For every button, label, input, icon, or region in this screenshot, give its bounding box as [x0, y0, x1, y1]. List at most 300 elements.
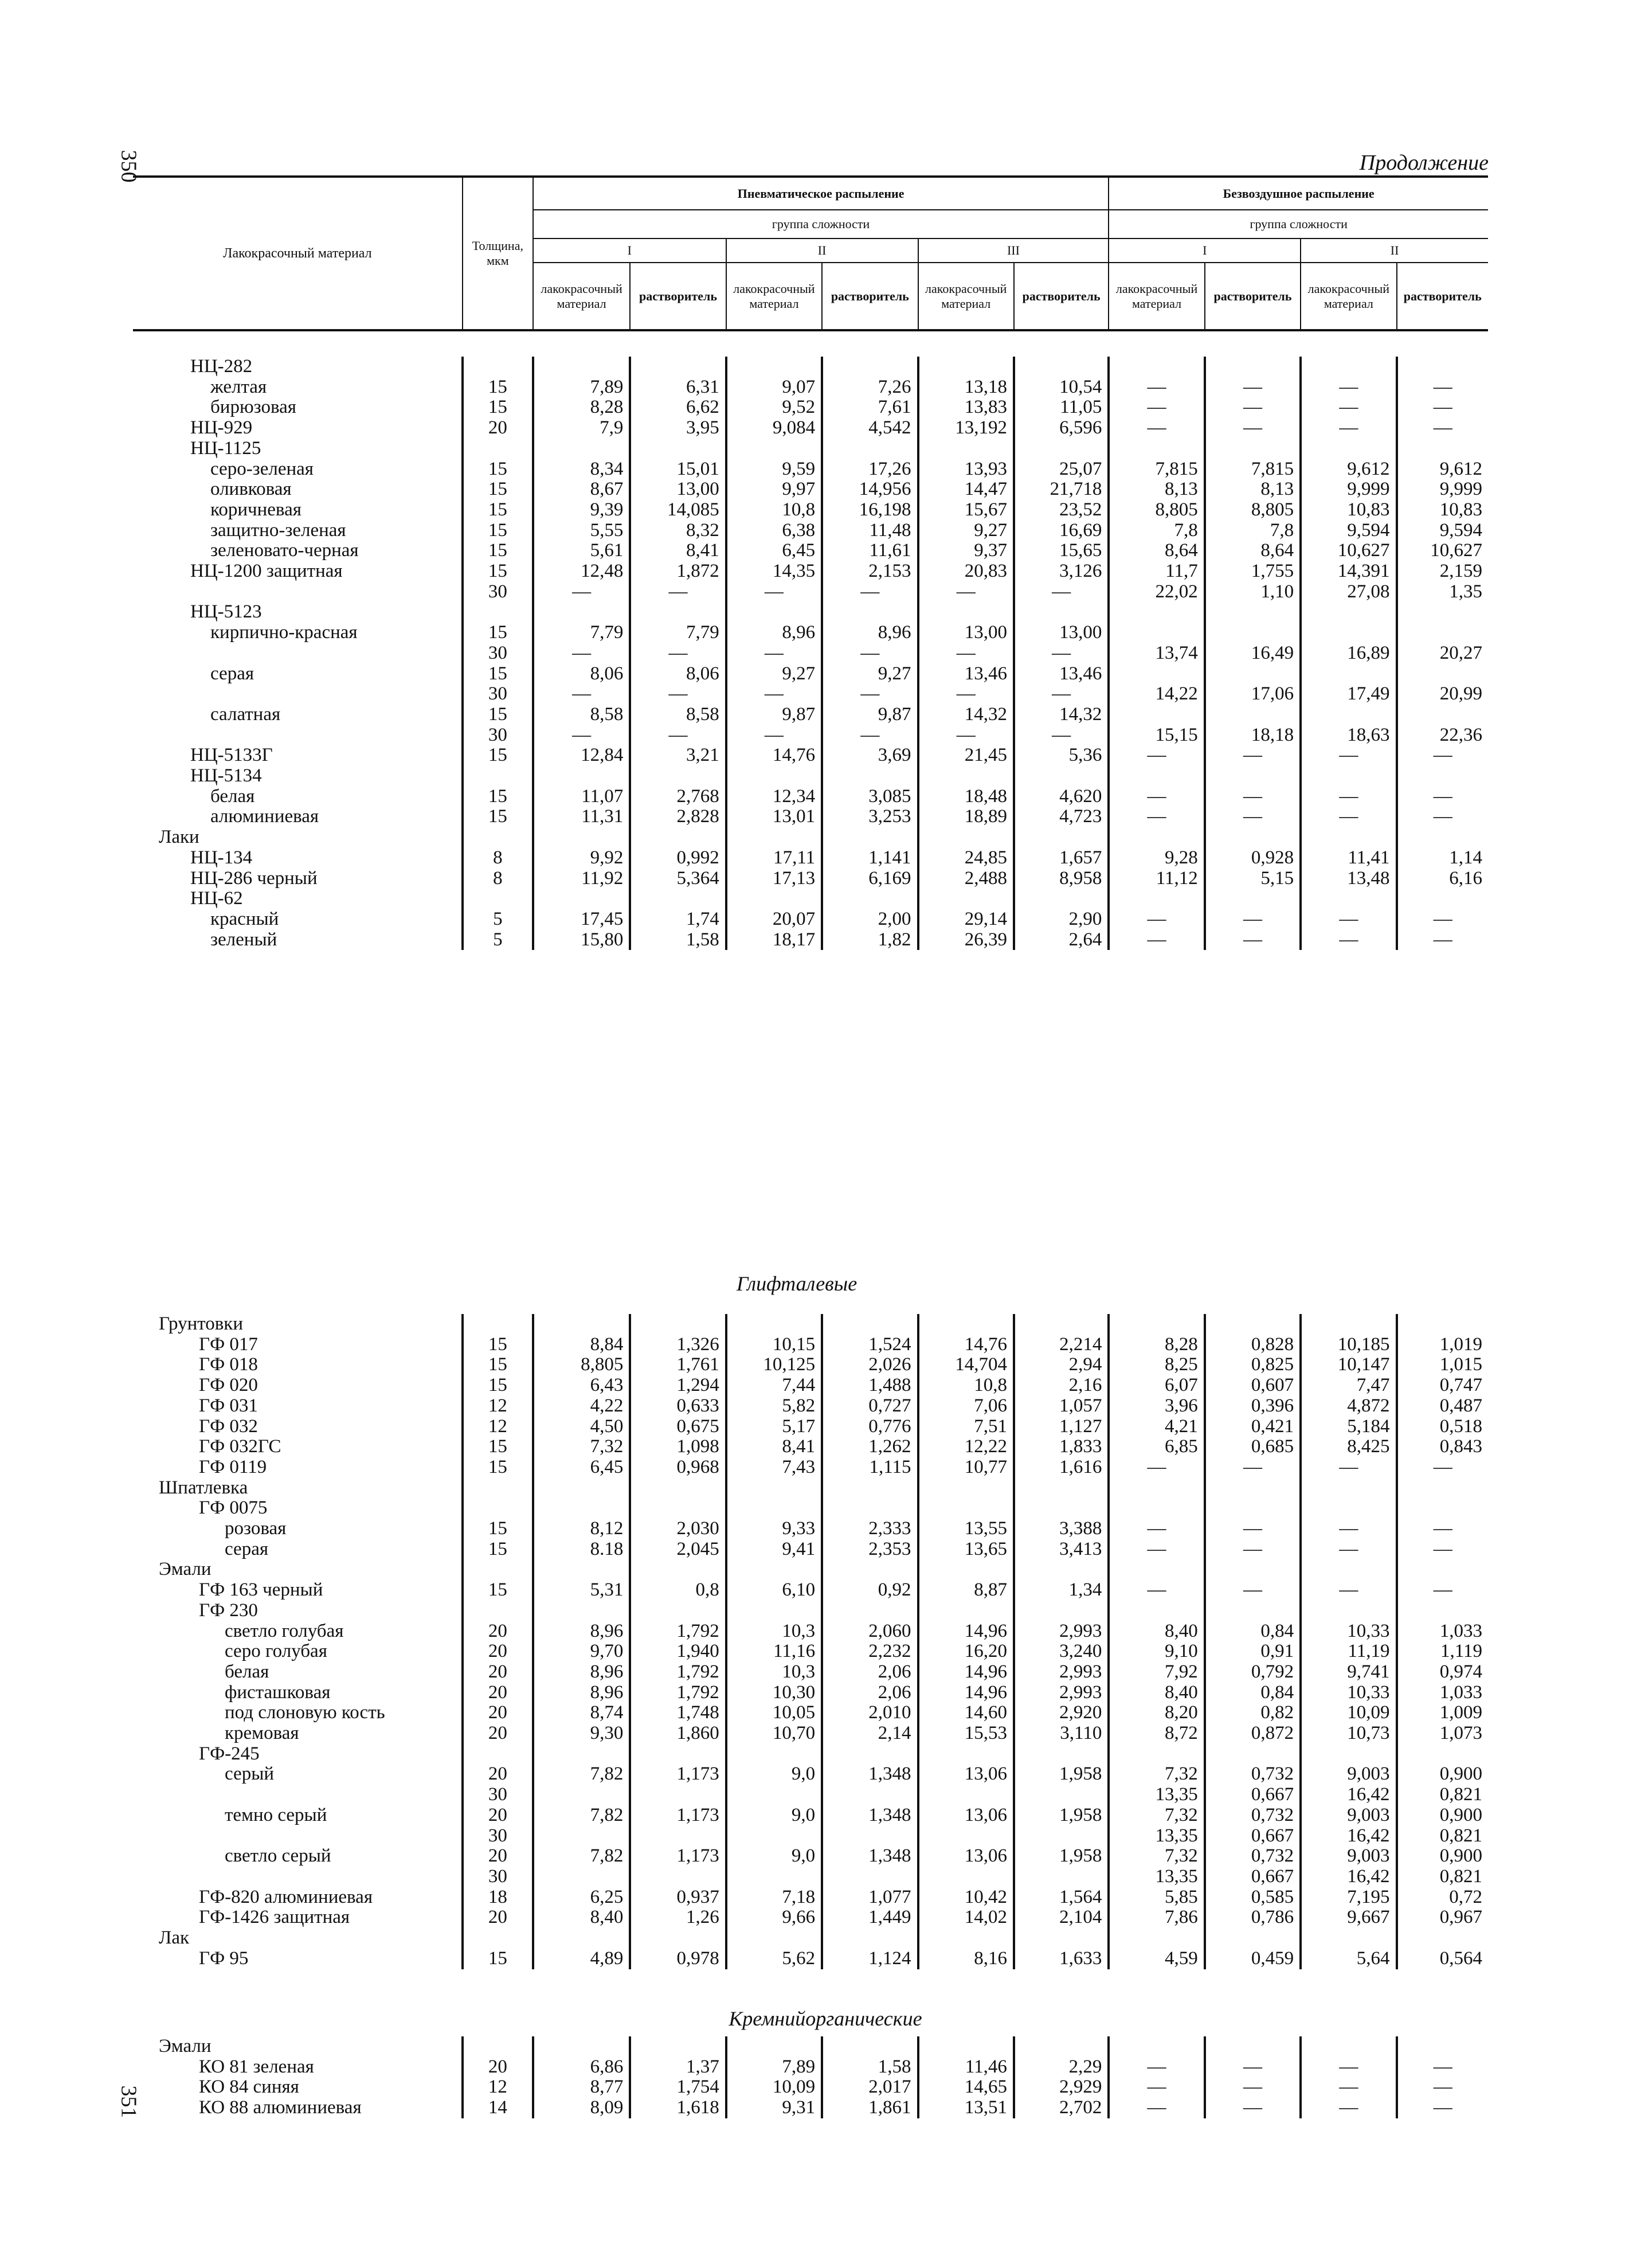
- value-cell: 16,89: [1301, 643, 1396, 664]
- table-row: [133, 1396, 1488, 1417]
- table-row: [133, 1846, 1488, 1867]
- value-cell: 5,15: [1205, 869, 1301, 889]
- value-cell: 8,58: [533, 705, 630, 725]
- value-cell: 7,86: [1109, 1907, 1204, 1928]
- value-cell: 6,10: [726, 1580, 822, 1601]
- value-cell: 13,192: [918, 418, 1014, 439]
- value-cell: 3,95: [630, 418, 726, 439]
- thickness-cell: 15: [463, 561, 533, 582]
- value-cell: 7,32: [1109, 1805, 1204, 1826]
- value-cell: 9,741: [1301, 1662, 1396, 1683]
- value-cell: 1,792: [630, 1621, 726, 1642]
- value-cell: 9,0: [726, 1764, 822, 1785]
- value-cell: [726, 889, 822, 909]
- value-cell: —: [918, 582, 1014, 603]
- value-cell: —: [1397, 1457, 1488, 1478]
- value-cell: 17,45: [533, 909, 630, 930]
- value-cell: 0,792: [1205, 1662, 1301, 1683]
- value-cell: [1301, 357, 1396, 377]
- value-cell: 7,79: [533, 623, 630, 643]
- value-cell: [726, 1478, 822, 1499]
- value-cell: 18,17: [726, 930, 822, 951]
- value-cell: 8,58: [630, 705, 726, 725]
- table-row: [133, 459, 1488, 480]
- value-cell: [918, 1478, 1014, 1499]
- value-cell: [533, 602, 630, 623]
- material-name: [133, 1785, 463, 1805]
- table-row: [133, 807, 1488, 827]
- value-cell: [1397, 1601, 1488, 1621]
- page-number-bottom: 351: [116, 2085, 141, 2118]
- value-cell: 9,0: [726, 1805, 822, 1826]
- value-cell: 5,62: [726, 1949, 822, 1969]
- value-cell: [1109, 357, 1204, 377]
- value-cell: [918, 889, 1014, 909]
- value-cell: [918, 1867, 1014, 1887]
- value-cell: 0,667: [1205, 1785, 1301, 1805]
- value-cell: —: [822, 684, 918, 705]
- thickness-cell: 30: [463, 725, 533, 746]
- value-cell: —: [1397, 1519, 1488, 1539]
- value-cell: 3,388: [1014, 1519, 1109, 1539]
- value-cell: 8,06: [630, 664, 726, 685]
- thickness-cell: 20: [463, 2057, 533, 2078]
- value-cell: —: [1205, 807, 1301, 827]
- value-cell: 7,47: [1301, 1375, 1396, 1396]
- value-cell: [1301, 1478, 1396, 1499]
- value-cell: [1397, 766, 1488, 787]
- material-name: НЦ-1200 защитная: [190, 561, 343, 582]
- material-name: КО 81 зеленая: [199, 2056, 314, 2077]
- value-cell: 8,28: [533, 397, 630, 418]
- value-cell: 21,718: [1014, 479, 1109, 500]
- value-cell: 2,232: [822, 1641, 918, 1662]
- value-cell: 0,564: [1397, 1949, 1488, 1969]
- thickness-cell: 14: [463, 2098, 533, 2118]
- value-cell: 6,169: [822, 869, 918, 889]
- value-cell: 9,612: [1301, 459, 1396, 480]
- thickness-cell: 15: [463, 745, 533, 766]
- page-number-top: 350: [116, 150, 141, 183]
- value-cell: 13,18: [918, 377, 1014, 398]
- value-cell: —: [1301, 745, 1396, 766]
- value-cell: 13,06: [918, 1846, 1014, 1867]
- value-cell: —: [1109, 418, 1204, 439]
- value-cell: 15,53: [918, 1723, 1014, 1744]
- value-cell: 9,97: [726, 479, 822, 500]
- value-cell: 9,07: [726, 377, 822, 398]
- value-cell: [1301, 623, 1396, 643]
- value-cell: 14,96: [918, 1662, 1014, 1683]
- thickness-cell: 15: [463, 500, 533, 521]
- thickness-cell: 30: [463, 582, 533, 603]
- table-row: [133, 1478, 1488, 1499]
- value-cell: 8,96: [533, 1662, 630, 1683]
- value-cell: 0,821: [1397, 1826, 1488, 1847]
- value-cell: 11,41: [1301, 848, 1396, 869]
- thickness-cell: 30: [463, 684, 533, 705]
- value-cell: [533, 357, 630, 377]
- table-row: [133, 1662, 1488, 1683]
- value-cell: 0,732: [1205, 1805, 1301, 1826]
- value-cell: [1109, 705, 1204, 725]
- value-cell: 9,003: [1301, 1846, 1396, 1867]
- value-cell: [533, 889, 630, 909]
- value-cell: [1397, 1314, 1488, 1335]
- value-cell: 7,26: [822, 377, 918, 398]
- header-solvent: растворитель: [1014, 263, 1109, 330]
- value-cell: [918, 1559, 1014, 1580]
- value-cell: 13,93: [918, 459, 1014, 480]
- value-cell: [1397, 602, 1488, 623]
- value-cell: —: [1301, 1580, 1396, 1601]
- value-cell: [918, 602, 1014, 623]
- value-cell: 2,017: [822, 2077, 918, 2098]
- value-cell: 1,009: [1397, 1703, 1488, 1723]
- value-cell: 8,74: [533, 1703, 630, 1723]
- table-row: [133, 643, 1488, 664]
- value-cell: —: [726, 582, 822, 603]
- value-cell: —: [918, 725, 1014, 746]
- material-name: [133, 1867, 463, 1887]
- value-cell: 11,05: [1014, 397, 1109, 418]
- value-cell: 0,685: [1205, 1437, 1301, 1457]
- table-row: [133, 1559, 1488, 1580]
- value-cell: 10,185: [1301, 1335, 1396, 1355]
- value-cell: 1,488: [822, 1375, 918, 1396]
- material-name: оливковая: [210, 479, 292, 500]
- value-cell: 9,084: [726, 418, 822, 439]
- value-cell: 1,860: [630, 1723, 726, 1744]
- value-cell: 7,18: [726, 1887, 822, 1908]
- value-cell: [1205, 889, 1301, 909]
- value-cell: 9,87: [822, 705, 918, 725]
- value-cell: 0,585: [1205, 1887, 1301, 1908]
- thickness-cell: 15: [463, 705, 533, 725]
- value-cell: [630, 439, 726, 459]
- value-cell: [1205, 357, 1301, 377]
- value-cell: 7,815: [1109, 459, 1204, 480]
- value-cell: [1397, 889, 1488, 909]
- value-cell: [726, 1867, 822, 1887]
- value-cell: 8,40: [533, 1907, 630, 1928]
- table-row: [133, 1580, 1488, 1601]
- value-cell: —: [1109, 2057, 1204, 2078]
- value-cell: 14,22: [1109, 684, 1204, 705]
- value-cell: —: [1205, 2057, 1301, 2078]
- value-cell: [822, 1785, 918, 1805]
- value-cell: [630, 602, 726, 623]
- thickness-cell: 15: [463, 1457, 533, 1478]
- table-row: [133, 1703, 1488, 1723]
- value-cell: [918, 1928, 1014, 1949]
- value-cell: 8,40: [1109, 1683, 1204, 1703]
- value-cell: [1397, 623, 1488, 643]
- value-cell: 0,633: [630, 1396, 726, 1417]
- value-cell: —: [1397, 909, 1488, 930]
- value-cell: 11,16: [726, 1641, 822, 1662]
- value-cell: 15,01: [630, 459, 726, 480]
- value-cell: —: [1397, 745, 1488, 766]
- header-material: Лакокрасочный материал: [133, 177, 463, 330]
- thickness-cell: 20: [463, 1641, 533, 1662]
- table-row: [133, 2036, 1488, 2057]
- value-cell: 14,96: [918, 1621, 1014, 1642]
- thickness-cell: 15: [463, 807, 533, 827]
- value-cell: [726, 766, 822, 787]
- value-cell: 2,159: [1397, 561, 1488, 582]
- value-cell: 20,27: [1397, 643, 1488, 664]
- value-cell: —: [1301, 2077, 1396, 2098]
- value-cell: 0,843: [1397, 1437, 1488, 1457]
- value-cell: [1301, 439, 1396, 459]
- value-cell: 17,06: [1205, 684, 1301, 705]
- value-cell: 14,35: [726, 561, 822, 582]
- value-cell: 0,821: [1397, 1785, 1488, 1805]
- header-solvent: растворитель: [1397, 263, 1488, 330]
- value-cell: 13,46: [918, 664, 1014, 685]
- material-name: серая: [210, 663, 254, 684]
- header-group-3: III: [918, 238, 1109, 263]
- material-name: ГФ 031: [199, 1395, 258, 1416]
- value-cell: 1,124: [822, 1949, 918, 1969]
- value-cell: 10,30: [726, 1683, 822, 1703]
- material-name: салатная: [210, 703, 281, 725]
- value-cell: [1397, 357, 1488, 377]
- value-cell: 13,00: [630, 479, 726, 500]
- thickness-cell: [463, 1744, 533, 1765]
- value-cell: [630, 1867, 726, 1887]
- value-cell: [918, 439, 1014, 459]
- header-group-1: I: [533, 238, 726, 263]
- value-cell: 0,607: [1205, 1375, 1301, 1396]
- value-cell: —: [630, 582, 726, 603]
- value-cell: 8,12: [533, 1519, 630, 1539]
- material-name: Эмали: [159, 1559, 212, 1580]
- value-cell: 2,993: [1014, 1683, 1109, 1703]
- value-cell: [918, 1826, 1014, 1847]
- value-cell: [533, 1744, 630, 1765]
- table-row: [133, 602, 1488, 623]
- value-cell: —: [1205, 787, 1301, 807]
- table-row: [133, 889, 1488, 909]
- table-row: [133, 500, 1488, 521]
- value-cell: 1,077: [822, 1887, 918, 1908]
- thickness-cell: 15: [463, 787, 533, 807]
- value-cell: —: [1109, 909, 1204, 930]
- value-cell: [918, 2036, 1014, 2057]
- table-row: [133, 1641, 1488, 1662]
- material-name: Лак: [159, 1927, 190, 1949]
- value-cell: 3,413: [1014, 1539, 1109, 1560]
- value-cell: 1,073: [1397, 1723, 1488, 1744]
- material-name: НЦ-134: [190, 847, 253, 868]
- data-table-nc: [133, 357, 1488, 950]
- value-cell: [822, 1744, 918, 1765]
- value-cell: 25,07: [1014, 459, 1109, 480]
- value-cell: [1397, 1744, 1488, 1765]
- table-row: [133, 1867, 1488, 1887]
- value-cell: 9,27: [918, 521, 1014, 541]
- value-cell: —: [1109, 377, 1204, 398]
- value-cell: 5,36: [1014, 745, 1109, 766]
- material-name: НЦ-282: [190, 356, 253, 377]
- value-cell: 8,28: [1109, 1335, 1204, 1355]
- value-cell: 1,633: [1014, 1949, 1109, 1969]
- value-cell: 9,33: [726, 1519, 822, 1539]
- table-row: [133, 1417, 1488, 1437]
- value-cell: 7,32: [1109, 1846, 1204, 1867]
- header-paint: лакокрасочный материал: [1301, 263, 1396, 330]
- value-cell: 9,70: [533, 1641, 630, 1662]
- value-cell: 9,59: [726, 459, 822, 480]
- value-cell: [630, 357, 726, 377]
- thickness-cell: 20: [463, 1846, 533, 1867]
- value-cell: [1014, 1314, 1109, 1335]
- material-name: серо-зеленая: [210, 458, 314, 479]
- table-row: [133, 2098, 1488, 2118]
- value-cell: 9,667: [1301, 1907, 1396, 1928]
- value-cell: [918, 827, 1014, 848]
- value-cell: 4,59: [1109, 1949, 1204, 1969]
- value-cell: [1301, 2036, 1396, 2057]
- value-cell: 4,89: [533, 1949, 630, 1969]
- value-cell: —: [1397, 377, 1488, 398]
- value-cell: [1014, 1559, 1109, 1580]
- value-cell: 26,39: [918, 930, 1014, 951]
- value-cell: 7,195: [1301, 1887, 1396, 1908]
- table-row: [133, 1621, 1488, 1642]
- value-cell: 13,48: [1301, 869, 1396, 889]
- value-cell: 1,940: [630, 1641, 726, 1662]
- value-cell: 8,25: [1109, 1355, 1204, 1375]
- table-row: [133, 684, 1488, 705]
- value-cell: 1,127: [1014, 1417, 1109, 1437]
- material-name: бирюзовая: [210, 397, 296, 418]
- value-cell: 0,968: [630, 1457, 726, 1478]
- value-cell: 0,92: [822, 1580, 918, 1601]
- table-row: [133, 1764, 1488, 1785]
- value-cell: [630, 1559, 726, 1580]
- value-cell: [1205, 1928, 1301, 1949]
- value-cell: 18,48: [918, 787, 1014, 807]
- header-group-pneumatic: группа сложности: [533, 210, 1109, 238]
- value-cell: —: [1109, 2077, 1204, 2098]
- value-cell: 0,974: [1397, 1662, 1488, 1683]
- material-name: кирпично-красная: [210, 622, 358, 643]
- value-cell: [533, 1559, 630, 1580]
- value-cell: 8,13: [1109, 479, 1204, 500]
- value-cell: 10,70: [726, 1723, 822, 1744]
- value-cell: 1,34: [1014, 1580, 1109, 1601]
- thickness-cell: [463, 357, 533, 377]
- value-cell: 2,90: [1014, 909, 1109, 930]
- value-cell: 6,25: [533, 1887, 630, 1908]
- table-row: [133, 869, 1488, 889]
- table-row: [133, 725, 1488, 746]
- thickness-cell: 15: [463, 1335, 533, 1355]
- value-cell: 16,42: [1301, 1785, 1396, 1805]
- value-cell: 14,956: [822, 479, 918, 500]
- table-row: [133, 745, 1488, 766]
- value-cell: 17,49: [1301, 684, 1396, 705]
- thickness-cell: 15: [463, 479, 533, 500]
- value-cell: —: [630, 643, 726, 664]
- value-cell: 8,64: [1109, 541, 1204, 561]
- value-cell: 0,675: [630, 1417, 726, 1437]
- value-cell: [822, 1559, 918, 1580]
- value-cell: 20,07: [726, 909, 822, 930]
- value-cell: —: [1109, 1580, 1204, 1601]
- table-row: [133, 1683, 1488, 1703]
- value-cell: —: [822, 725, 918, 746]
- value-cell: 3,085: [822, 787, 918, 807]
- value-cell: 6,62: [630, 397, 726, 418]
- value-cell: 7,61: [822, 397, 918, 418]
- value-cell: 6,43: [533, 1375, 630, 1396]
- value-cell: —: [726, 684, 822, 705]
- value-cell: [1205, 1478, 1301, 1499]
- value-cell: 1,033: [1397, 1621, 1488, 1642]
- value-cell: [1014, 439, 1109, 459]
- thickness-cell: [463, 1928, 533, 1949]
- value-cell: 1,37: [630, 2057, 726, 2078]
- material-name: НЦ-62: [190, 888, 243, 909]
- material-name: Грунтовки: [159, 1313, 243, 1334]
- value-cell: 5,184: [1301, 1417, 1396, 1437]
- value-cell: [822, 766, 918, 787]
- value-cell: 8,805: [533, 1355, 630, 1375]
- value-cell: 6,596: [1014, 418, 1109, 439]
- header-airless: Безвоздушное распыление: [1109, 177, 1488, 210]
- value-cell: 0,900: [1397, 1846, 1488, 1867]
- material-name: красный: [210, 908, 279, 929]
- value-cell: [533, 1601, 630, 1621]
- value-cell: 9,594: [1301, 521, 1396, 541]
- value-cell: 2,702: [1014, 2098, 1109, 2118]
- value-cell: 2,920: [1014, 1703, 1109, 1723]
- value-cell: 8,09: [533, 2098, 630, 2118]
- value-cell: 2,94: [1014, 1355, 1109, 1375]
- material-name: коричневая: [210, 499, 301, 520]
- value-cell: [1397, 827, 1488, 848]
- value-cell: —: [533, 582, 630, 603]
- value-cell: 13,65: [918, 1539, 1014, 1560]
- value-cell: 16,69: [1014, 521, 1109, 541]
- value-cell: —: [1205, 1580, 1301, 1601]
- thickness-cell: 20: [463, 1662, 533, 1683]
- table-row: [133, 909, 1488, 930]
- value-cell: [1109, 766, 1204, 787]
- value-cell: [1014, 766, 1109, 787]
- material-name: ГФ-245: [199, 1743, 260, 1764]
- thickness-cell: 30: [463, 1785, 533, 1805]
- value-cell: 0,518: [1397, 1417, 1488, 1437]
- value-cell: [533, 1478, 630, 1499]
- value-cell: [1109, 439, 1204, 459]
- value-cell: 12,48: [533, 561, 630, 582]
- value-cell: 4,542: [822, 418, 918, 439]
- value-cell: 10,33: [1301, 1621, 1396, 1642]
- value-cell: [1109, 1314, 1204, 1335]
- material-name: ГФ-1426 защитная: [199, 1907, 350, 1928]
- table-row: [133, 1805, 1488, 1826]
- value-cell: [1205, 1559, 1301, 1580]
- value-cell: —: [1301, 909, 1396, 930]
- value-cell: [822, 1601, 918, 1621]
- value-cell: 1,564: [1014, 1887, 1109, 1908]
- value-cell: [1014, 1498, 1109, 1519]
